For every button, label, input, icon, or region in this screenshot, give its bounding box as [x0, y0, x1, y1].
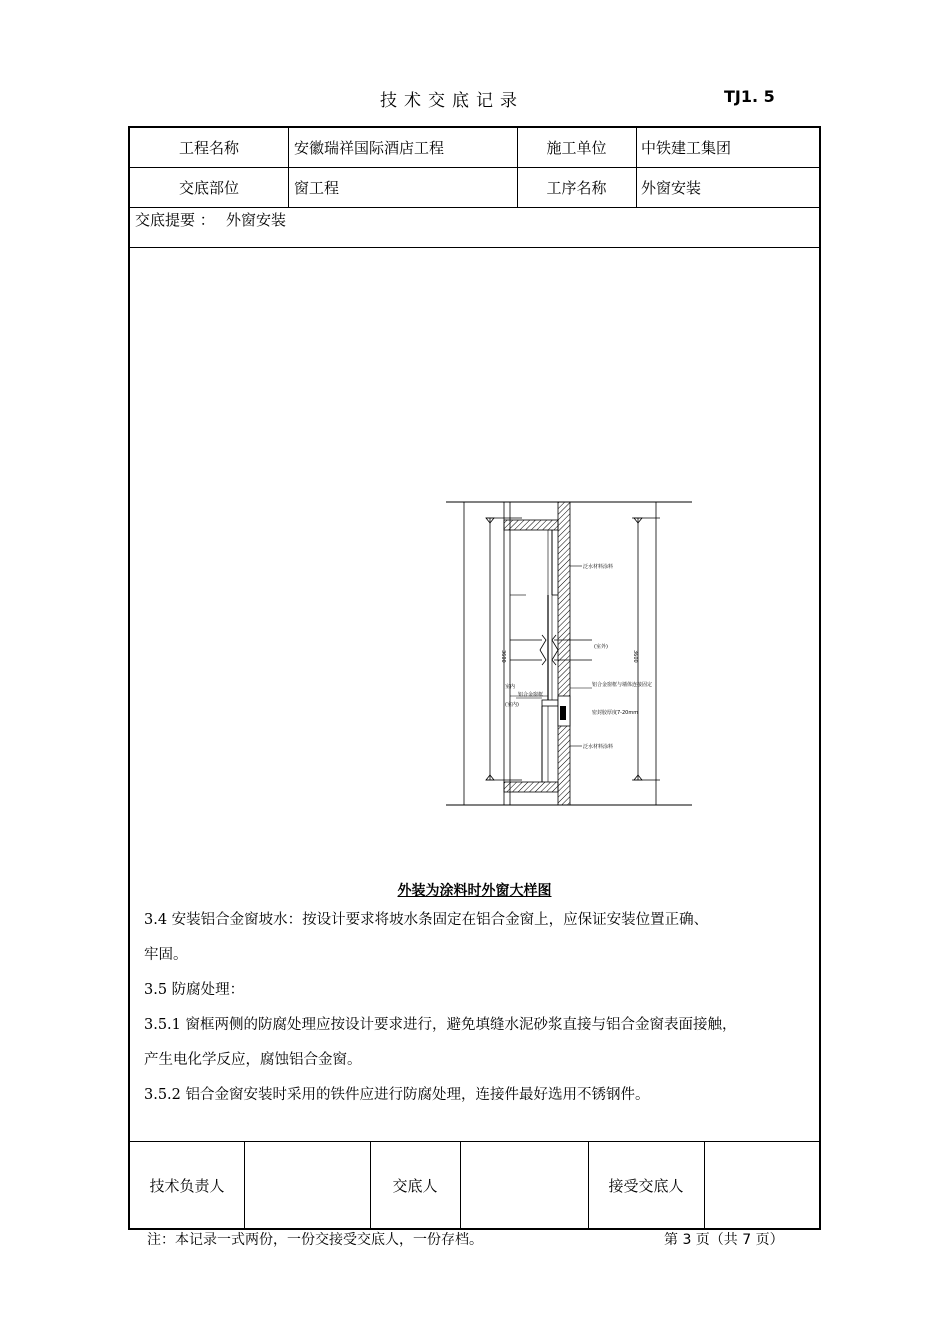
receiver-signature[interactable] [705, 1142, 817, 1227]
paragraph-3-5-1: 3.5.1 窗框两侧的防腐处理应按设计要求进行，避免填缝水泥砂浆直接与铝合金窗表面接触， [144, 1017, 737, 1033]
note-frame-connection: 铝合金窗框与墙体连接固定 [592, 682, 653, 688]
disclosure-part-value: 窗工程 [294, 179, 340, 197]
drawing-caption: 外装为涂料时外窗大样图 [397, 883, 552, 899]
note-window-frame: 铝合金窗框 [518, 692, 544, 698]
footer-note: 注：本记录一式两份，一份交接受交底人，一份存档。 [147, 1232, 483, 1248]
dimension-left: 3600 [500, 650, 506, 663]
receiver-label: 接受交底人 [608, 1177, 684, 1195]
row-divider [130, 167, 819, 168]
document-title: 技术交底记录 [380, 91, 524, 111]
summary-value: 外窗安装 [226, 211, 287, 229]
note-interior: 室内 [505, 684, 516, 690]
note-sealant: 密封胶厚度7-20mm [592, 710, 639, 716]
note-flashing-bottom: 泛水材料涂料 [583, 744, 614, 750]
col-divider [636, 128, 637, 207]
paragraph-3-4-cont: 牢固。 [144, 947, 188, 963]
col-divider [288, 128, 289, 207]
window-detail-drawing [442, 500, 696, 810]
contractor-label: 施工单位 [546, 139, 607, 157]
discloser-label: 交底人 [392, 1177, 438, 1195]
note-exterior: (室外) [594, 644, 608, 650]
paragraph-3-5: 3.5 防腐处理： [144, 982, 245, 998]
tech-lead-label: 技术负责人 [149, 1177, 225, 1195]
record-form [128, 126, 821, 1230]
project-name-value: 安徽瑞祥国际酒店工程 [294, 139, 445, 157]
paragraph-3-5-1-cont: 产生电化学反应，腐蚀铝合金窗。 [144, 1052, 362, 1068]
process-name-label: 工序名称 [546, 179, 607, 197]
discloser-signature[interactable] [461, 1142, 587, 1227]
contractor-value: 中铁建工集团 [641, 139, 732, 157]
disclosure-part-label: 交底部位 [178, 179, 239, 197]
project-name-label: 工程名称 [178, 139, 239, 157]
summary-label: 交底提要 ： [135, 211, 215, 229]
note-flashing-top: 泛水材料涂料 [583, 564, 614, 570]
process-name-value: 外窗安装 [641, 179, 702, 197]
page-number: 第 3 页（共 7 页） [664, 1232, 784, 1248]
document-code: TJ1. 5 [724, 87, 775, 106]
paragraph-3-4: 3.4 安装铝合金窗坡水：按设计要求将坡水条固定在铝合金窗上，应保证安装位置正确、 [144, 912, 709, 928]
dimension-right: 3600 [632, 650, 638, 663]
tech-lead-signature[interactable] [245, 1142, 369, 1227]
row-divider [130, 207, 819, 208]
paragraph-3-5-2: 3.5.2 铝合金窗安装时采用的铁件应进行防腐处理，连接件最好选用不锈钢件。 [144, 1087, 650, 1103]
row-divider [130, 247, 819, 248]
note-interior-2: (室内) [505, 702, 519, 708]
